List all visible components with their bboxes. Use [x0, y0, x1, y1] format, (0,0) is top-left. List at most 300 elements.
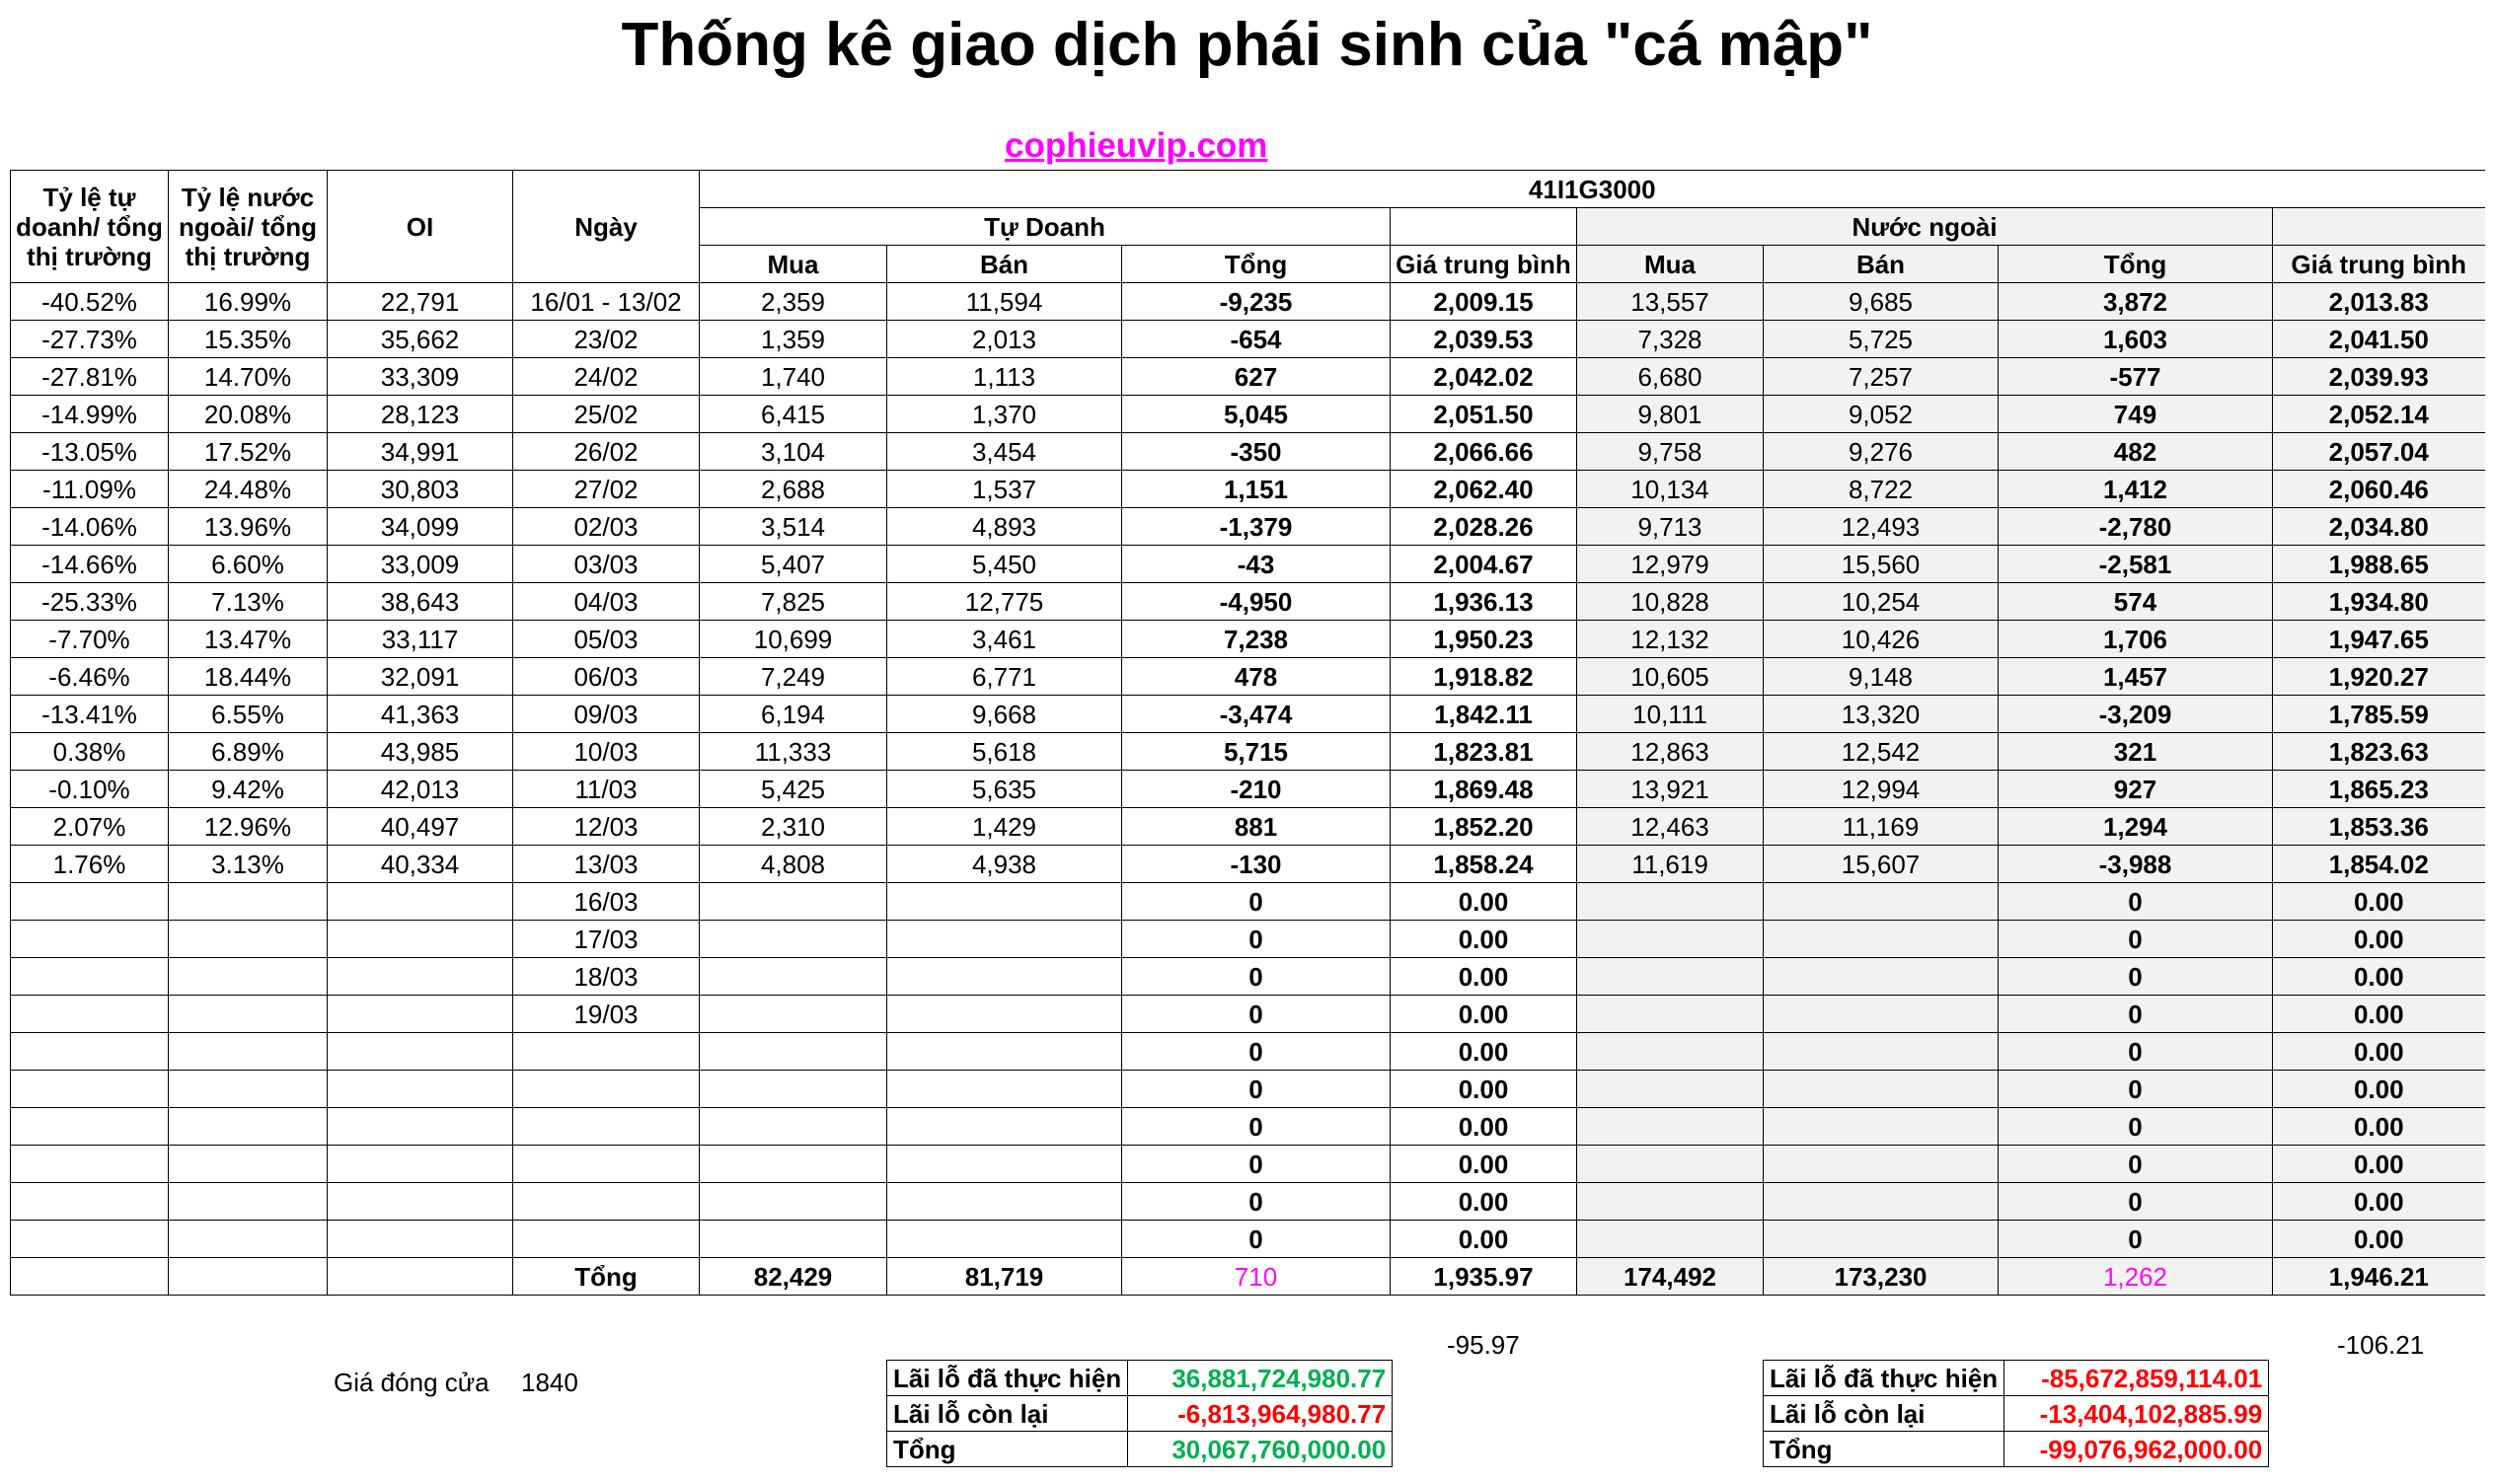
cell-gia-tb-nuoc-ngoai: 0.00 [2273, 883, 2485, 921]
cell-tong-tu-doanh: 0 [1122, 921, 1391, 958]
cell-ban-nuoc-ngoai: 12,994 [1764, 771, 1999, 808]
cell-mua-tu-doanh: 6,194 [700, 696, 887, 733]
cell-oi: 42,013 [328, 771, 513, 808]
header-contract: 41I1G3000 [700, 171, 2485, 208]
cell-ban-tu-doanh [887, 1146, 1122, 1183]
cell-ngay: 19/03 [513, 996, 700, 1033]
cell-ban-nuoc-ngoai: 9,276 [1764, 433, 1999, 471]
pl-label: Lãi lỗ còn lại [887, 1396, 1128, 1432]
table-row [11, 546, 2485, 583]
cell-ty-le-tu-doanh [11, 996, 169, 1033]
cell-oi: 32,091 [328, 658, 513, 696]
table-row [11, 1183, 2485, 1221]
cell-mua-tu-doanh [700, 1108, 887, 1146]
pl-row [887, 1361, 1393, 1396]
cell-gia-tb-nuoc-ngoai: 0.00 [2273, 958, 2485, 996]
cell-ban-nuoc-ngoai [1764, 1033, 1999, 1071]
cell-gia-tb-tu-doanh: 0.00 [1391, 1108, 1577, 1146]
cell-ty-le-nuoc-ngoai [169, 1108, 328, 1146]
cell-ban-tu-doanh: 5,635 [887, 771, 1122, 808]
cell-ban-nuoc-ngoai: 5,725 [1764, 321, 1999, 358]
cell-mua-nuoc-ngoai [1577, 1221, 1764, 1258]
cell-tong-nuoc-ngoai: 1,294 [1999, 808, 2273, 846]
cell-gia-tb-nuoc-ngoai: 1,854.02 [2273, 846, 2485, 883]
site-link[interactable]: cophieuvip.com [1005, 126, 1268, 165]
cell-mua-tu-doanh [700, 1146, 887, 1183]
cell-tong-nuoc-ngoai: 0 [1999, 1071, 2273, 1108]
cell-gia-tb-nuoc-ngoai: 1,785.59 [2273, 696, 2485, 733]
cell-ty-le-tu-doanh: -25.33% [11, 583, 169, 621]
cell-tong-nuoc-ngoai: -577 [1999, 358, 2273, 396]
cell-gia-tb-nuoc-ngoai: 1,920.27 [2273, 658, 2485, 696]
cell-tong-tu-doanh: 1,151 [1122, 471, 1391, 508]
cell-ban-nuoc-ngoai [1764, 1221, 1999, 1258]
cell-ty-le-nuoc-ngoai: 6.89% [169, 733, 328, 771]
cell-tong-tu-doanh: 0 [1122, 1183, 1391, 1221]
cell-gia-tb-tu-doanh: 0.00 [1391, 996, 1577, 1033]
pl-value: 30,067,760,000.00 [1128, 1432, 1393, 1467]
cell-ban-nuoc-ngoai: 13,320 [1764, 696, 1999, 733]
cell-oi [328, 1221, 513, 1258]
cell-ty-le-nuoc-ngoai: 18.44% [169, 658, 328, 696]
cell-gia-tb-tu-doanh: 0.00 [1391, 958, 1577, 996]
cell-oi [328, 883, 513, 921]
table-row [11, 1071, 2485, 1108]
closing-price-value: 1840 [521, 1368, 578, 1397]
cell-ngay [513, 1146, 700, 1183]
cell-gia-tb-tu-doanh: 1,935.97 [1391, 1258, 1577, 1296]
cell-mua-tu-doanh [700, 1033, 887, 1071]
cell-ty-le-nuoc-ngoai: 13.47% [169, 621, 328, 658]
cell-mua-nuoc-ngoai: 12,979 [1577, 546, 1764, 583]
cell-ban-tu-doanh: 4,893 [887, 508, 1122, 546]
cell-mua-tu-doanh: 1,740 [700, 358, 887, 396]
cell-tong-nuoc-ngoai: 0 [1999, 1146, 2273, 1183]
cell-ban-tu-doanh [887, 958, 1122, 996]
total-row [11, 1258, 2485, 1296]
cell-tong-nuoc-ngoai: 927 [1999, 771, 2273, 808]
cell-ngay: 24/02 [513, 358, 700, 396]
cell-mua-nuoc-ngoai: 174,492 [1577, 1258, 1764, 1296]
cell-ban-nuoc-ngoai: 12,542 [1764, 733, 1999, 771]
cell-mua-nuoc-ngoai [1577, 1183, 1764, 1221]
diff-tu-doanh: -95.97 [1447, 1330, 1520, 1360]
cell-ty-le-tu-doanh [11, 1108, 169, 1146]
cell-ban-nuoc-ngoai [1764, 921, 1999, 958]
cell-gia-tb-tu-doanh: 1,823.81 [1391, 733, 1577, 771]
cell-tong-nuoc-ngoai: 0 [1999, 1183, 2273, 1221]
table-row [11, 958, 2485, 996]
cell-ty-le-tu-doanh [11, 883, 169, 921]
cell-ban-tu-doanh [887, 921, 1122, 958]
cell-gia-tb-tu-doanh: 0.00 [1391, 921, 1577, 958]
cell-gia-tb-tu-doanh: 1,858.24 [1391, 846, 1577, 883]
cell-tong-nuoc-ngoai: 0 [1999, 996, 2273, 1033]
header-tong-nuoc-ngoai: Tổng [1999, 246, 2273, 283]
cell-oi: 34,991 [328, 433, 513, 471]
cell-ty-le-tu-doanh [11, 958, 169, 996]
cell-ban-nuoc-ngoai [1764, 1183, 1999, 1221]
cell-gia-tb-tu-doanh: 0.00 [1391, 1033, 1577, 1071]
cell-mua-nuoc-ngoai [1577, 883, 1764, 921]
cell-mua-nuoc-ngoai [1577, 1033, 1764, 1071]
cell-tong-tu-doanh: -9,235 [1122, 283, 1391, 321]
cell-ty-le-tu-doanh: 2.07% [11, 808, 169, 846]
cell-ban-tu-doanh: 1,370 [887, 396, 1122, 433]
cell-ty-le-nuoc-ngoai [169, 1146, 328, 1183]
header-gia-tb-tu-doanh: Giá trung bình [1391, 246, 1577, 283]
cell-ban-tu-doanh: 6,771 [887, 658, 1122, 696]
cell-mua-nuoc-ngoai: 10,605 [1577, 658, 1764, 696]
cell-ngay: 16/03 [513, 883, 700, 921]
table-row [11, 283, 2485, 321]
cell-tong-nuoc-ngoai: 1,262 [1999, 1258, 2273, 1296]
cell-ban-tu-doanh [887, 1221, 1122, 1258]
pl-table-tu-doanh [886, 1360, 1393, 1467]
cell-oi: 41,363 [328, 696, 513, 733]
header-blank-2 [2273, 208, 2485, 246]
cell-gia-tb-tu-doanh: 1,842.11 [1391, 696, 1577, 733]
cell-tong-tu-doanh: -130 [1122, 846, 1391, 883]
cell-ty-le-nuoc-ngoai [169, 1071, 328, 1108]
cell-ban-nuoc-ngoai: 11,169 [1764, 808, 1999, 846]
cell-tong-tu-doanh: 5,045 [1122, 396, 1391, 433]
cell-ty-le-nuoc-ngoai [169, 1258, 328, 1296]
cell-ban-tu-doanh [887, 883, 1122, 921]
cell-oi: 35,662 [328, 321, 513, 358]
cell-gia-tb-tu-doanh: 1,918.82 [1391, 658, 1577, 696]
cell-mua-nuoc-ngoai: 9,713 [1577, 508, 1764, 546]
cell-ty-le-nuoc-ngoai: 13.96% [169, 508, 328, 546]
cell-tong-tu-doanh: 0 [1122, 1146, 1391, 1183]
cell-ban-nuoc-ngoai: 10,254 [1764, 583, 1999, 621]
cell-ngay: 11/03 [513, 771, 700, 808]
table-row [11, 921, 2485, 958]
cell-ngay: 03/03 [513, 546, 700, 583]
cell-oi: 22,791 [328, 283, 513, 321]
cell-ty-le-nuoc-ngoai [169, 1221, 328, 1258]
pl-table-nuoc-ngoai [1763, 1360, 2269, 1467]
cell-tong-tu-doanh: 7,238 [1122, 621, 1391, 658]
cell-mua-tu-doanh [700, 921, 887, 958]
cell-ban-tu-doanh: 5,450 [887, 546, 1122, 583]
cell-ty-le-nuoc-ngoai [169, 921, 328, 958]
cell-mua-nuoc-ngoai [1577, 1108, 1764, 1146]
header-ngay: Ngày [513, 171, 700, 283]
cell-ty-le-tu-doanh: -27.73% [11, 321, 169, 358]
header-ban-nuoc-ngoai: Bán [1764, 246, 1999, 283]
cell-tong-nuoc-ngoai: -3,209 [1999, 696, 2273, 733]
cell-ban-nuoc-ngoai: 12,493 [1764, 508, 1999, 546]
table-row [11, 996, 2485, 1033]
cell-gia-tb-tu-doanh: 1,950.23 [1391, 621, 1577, 658]
cell-ty-le-tu-doanh: -27.81% [11, 358, 169, 396]
cell-ngay [513, 1071, 700, 1108]
header-tu-doanh: Tự Doanh [700, 208, 1391, 246]
cell-ngay [513, 1221, 700, 1258]
cell-ty-le-tu-doanh: 1.76% [11, 846, 169, 883]
cell-ty-le-tu-doanh [11, 1146, 169, 1183]
cell-oi: 40,334 [328, 846, 513, 883]
cell-oi [328, 1258, 513, 1296]
cell-mua-tu-doanh: 7,249 [700, 658, 887, 696]
cell-ty-le-tu-doanh: 0.38% [11, 733, 169, 771]
cell-gia-tb-nuoc-ngoai: 1,947.65 [2273, 621, 2485, 658]
cell-mua-tu-doanh: 5,425 [700, 771, 887, 808]
cell-gia-tb-nuoc-ngoai: 2,052.14 [2273, 396, 2485, 433]
table-row [11, 1146, 2485, 1183]
cell-gia-tb-tu-doanh: 2,062.40 [1391, 471, 1577, 508]
cell-ban-tu-doanh: 1,429 [887, 808, 1122, 846]
cell-tong-nuoc-ngoai: 0 [1999, 958, 2273, 996]
cell-mua-tu-doanh [700, 996, 887, 1033]
cell-mua-tu-doanh: 7,825 [700, 583, 887, 621]
header-nuoc-ngoai: Nước ngoài [1577, 208, 2273, 246]
cell-ngay: 26/02 [513, 433, 700, 471]
cell-mua-tu-doanh: 3,104 [700, 433, 887, 471]
cell-mua-nuoc-ngoai [1577, 996, 1764, 1033]
header-oi: OI [328, 171, 513, 283]
cell-ban-nuoc-ngoai [1764, 1146, 1999, 1183]
pl-row [1764, 1432, 2269, 1467]
pl-row [887, 1396, 1393, 1432]
cell-gia-tb-nuoc-ngoai: 2,034.80 [2273, 508, 2485, 546]
cell-ban-nuoc-ngoai [1764, 883, 1999, 921]
cell-gia-tb-nuoc-ngoai: 0.00 [2273, 1108, 2485, 1146]
cell-gia-tb-nuoc-ngoai: 0.00 [2273, 1033, 2485, 1071]
cell-mua-nuoc-ngoai [1577, 958, 1764, 996]
cell-gia-tb-nuoc-ngoai: 1,853.36 [2273, 808, 2485, 846]
cell-oi [328, 1071, 513, 1108]
cell-gia-tb-tu-doanh: 2,009.15 [1391, 283, 1577, 321]
cell-mua-nuoc-ngoai: 12,463 [1577, 808, 1764, 846]
cell-ban-tu-doanh: 2,013 [887, 321, 1122, 358]
pl-value: -85,672,859,114.01 [2004, 1361, 2269, 1396]
cell-tong-tu-doanh: 0 [1122, 1071, 1391, 1108]
cell-ban-tu-doanh [887, 1071, 1122, 1108]
cell-ty-le-tu-doanh [11, 1221, 169, 1258]
cell-tong-tu-doanh: 0 [1122, 1033, 1391, 1071]
pl-value: 36,881,724,980.77 [1128, 1361, 1393, 1396]
cell-ngay: 23/02 [513, 321, 700, 358]
cell-gia-tb-tu-doanh: 2,004.67 [1391, 546, 1577, 583]
cell-oi [328, 921, 513, 958]
cell-oi: 33,009 [328, 546, 513, 583]
cell-gia-tb-nuoc-ngoai: 2,060.46 [2273, 471, 2485, 508]
cell-ngay [513, 1033, 700, 1071]
cell-tong-nuoc-ngoai: 0 [1999, 1033, 2273, 1071]
cell-ban-tu-doanh [887, 1033, 1122, 1071]
cell-ban-tu-doanh: 4,938 [887, 846, 1122, 883]
cell-ngay: 10/03 [513, 733, 700, 771]
cell-tong-tu-doanh: 627 [1122, 358, 1391, 396]
table-row [11, 808, 2485, 846]
cell-tong-nuoc-ngoai: 0 [1999, 1221, 2273, 1258]
cell-gia-tb-nuoc-ngoai: 1,934.80 [2273, 583, 2485, 621]
cell-mua-tu-doanh: 3,514 [700, 508, 887, 546]
cell-oi: 38,643 [328, 583, 513, 621]
cell-oi [328, 1146, 513, 1183]
cell-ban-tu-doanh: 11,594 [887, 283, 1122, 321]
cell-ban-nuoc-ngoai: 7,257 [1764, 358, 1999, 396]
table-row [11, 1108, 2485, 1146]
header-blank-1 [1391, 208, 1577, 246]
cell-ty-le-tu-doanh: -6.46% [11, 658, 169, 696]
cell-tong-tu-doanh: -210 [1122, 771, 1391, 808]
cell-ban-nuoc-ngoai: 9,052 [1764, 396, 1999, 433]
cell-ban-nuoc-ngoai: 8,722 [1764, 471, 1999, 508]
cell-mua-tu-doanh: 6,415 [700, 396, 887, 433]
pl-label: Lãi lỗ đã thực hiện [1764, 1361, 2004, 1396]
cell-tong-tu-doanh: -654 [1122, 321, 1391, 358]
table-row [11, 583, 2485, 621]
cell-ty-le-tu-doanh: -11.09% [11, 471, 169, 508]
cell-tong-nuoc-ngoai: 482 [1999, 433, 2273, 471]
header-mua-nuoc-ngoai: Mua [1577, 246, 1764, 283]
cell-ban-tu-doanh: 81,719 [887, 1258, 1122, 1296]
cell-mua-nuoc-ngoai: 9,758 [1577, 433, 1764, 471]
cell-ban-tu-doanh: 3,461 [887, 621, 1122, 658]
cell-tong-tu-doanh: 0 [1122, 958, 1391, 996]
cell-mua-tu-doanh [700, 958, 887, 996]
cell-ban-tu-doanh: 1,113 [887, 358, 1122, 396]
diff-nuoc-ngoai: -106.21 [2337, 1330, 2425, 1360]
cell-tong-tu-doanh: -4,950 [1122, 583, 1391, 621]
cell-mua-tu-doanh [700, 1183, 887, 1221]
cell-ty-le-tu-doanh [11, 921, 169, 958]
cell-ngay: 13/03 [513, 846, 700, 883]
cell-tong-nuoc-ngoai: 1,706 [1999, 621, 2273, 658]
cell-oi [328, 958, 513, 996]
header-ty-le-nuoc-ngoai: Tỷ lệ nước ngoài/ tổng thị trường [169, 171, 328, 283]
cell-mua-tu-doanh: 5,407 [700, 546, 887, 583]
cell-gia-tb-tu-doanh: 2,028.26 [1391, 508, 1577, 546]
header-mua-tu-doanh: Mua [700, 246, 887, 283]
cell-gia-tb-nuoc-ngoai: 2,039.93 [2273, 358, 2485, 396]
cell-gia-tb-tu-doanh: 2,042.02 [1391, 358, 1577, 396]
cell-ty-le-tu-doanh: -40.52% [11, 283, 169, 321]
cell-mua-tu-doanh: 2,688 [700, 471, 887, 508]
cell-gia-tb-nuoc-ngoai: 0.00 [2273, 1221, 2485, 1258]
cell-ty-le-nuoc-ngoai: 9.42% [169, 771, 328, 808]
cell-ty-le-nuoc-ngoai [169, 883, 328, 921]
cell-tong-nuoc-ngoai: 3,872 [1999, 283, 2273, 321]
cell-tong-nuoc-ngoai: 321 [1999, 733, 2273, 771]
cell-oi: 33,117 [328, 621, 513, 658]
cell-ngay: 25/02 [513, 396, 700, 433]
cell-gia-tb-tu-doanh: 0.00 [1391, 883, 1577, 921]
cell-mua-nuoc-ngoai: 6,680 [1577, 358, 1764, 396]
cell-ngay: 09/03 [513, 696, 700, 733]
cell-ban-tu-doanh [887, 996, 1122, 1033]
pl-value: -6,813,964,980.77 [1128, 1396, 1393, 1432]
table-row [11, 321, 2485, 358]
cell-tong-tu-doanh: 0 [1122, 883, 1391, 921]
cell-tong-nuoc-ngoai: 574 [1999, 583, 2273, 621]
cell-ty-le-tu-doanh: -13.41% [11, 696, 169, 733]
cell-gia-tb-tu-doanh: 0.00 [1391, 1183, 1577, 1221]
cell-ngay: 18/03 [513, 958, 700, 996]
pl-label: Lãi lỗ còn lại [1764, 1396, 2004, 1432]
pl-row [1764, 1396, 2269, 1432]
cell-tong-nuoc-ngoai: 0 [1999, 883, 2273, 921]
cell-gia-tb-nuoc-ngoai: 0.00 [2273, 1183, 2485, 1221]
cell-ban-tu-doanh [887, 1183, 1122, 1221]
cell-gia-tb-nuoc-ngoai: 2,057.04 [2273, 433, 2485, 471]
cell-tong-nuoc-ngoai: -2,581 [1999, 546, 2273, 583]
cell-ty-le-tu-doanh [11, 1033, 169, 1071]
cell-mua-nuoc-ngoai: 11,619 [1577, 846, 1764, 883]
header-tong-tu-doanh: Tổng [1122, 246, 1391, 283]
cell-ban-tu-doanh: 3,454 [887, 433, 1122, 471]
cell-ty-le-tu-doanh: -0.10% [11, 771, 169, 808]
cell-mua-nuoc-ngoai: 10,828 [1577, 583, 1764, 621]
cell-ban-tu-doanh: 1,537 [887, 471, 1122, 508]
cell-ban-nuoc-ngoai [1764, 996, 1999, 1033]
cell-ty-le-nuoc-ngoai: 15.35% [169, 321, 328, 358]
table-row [11, 396, 2485, 433]
pl-value: -13,404,102,885.99 [2004, 1396, 2269, 1432]
pl-label: Lãi lỗ đã thực hiện [887, 1361, 1128, 1396]
cell-mua-nuoc-ngoai: 9,801 [1577, 396, 1764, 433]
table-row [11, 508, 2485, 546]
table-row [11, 658, 2485, 696]
cell-ty-le-nuoc-ngoai: 16.99% [169, 283, 328, 321]
cell-ty-le-tu-doanh: -14.06% [11, 508, 169, 546]
table-row [11, 883, 2485, 921]
cell-tong-tu-doanh: -350 [1122, 433, 1391, 471]
cell-tong-nuoc-ngoai: 1,603 [1999, 321, 2273, 358]
cell-ban-tu-doanh: 12,775 [887, 583, 1122, 621]
cell-ty-le-nuoc-ngoai [169, 996, 328, 1033]
header-gia-tb-nuoc-ngoai: Giá trung bình [2273, 246, 2485, 283]
cell-tong-tu-doanh: -43 [1122, 546, 1391, 583]
cell-oi [328, 996, 513, 1033]
cell-ty-le-tu-doanh [11, 1258, 169, 1296]
cell-mua-tu-doanh: 11,333 [700, 733, 887, 771]
cell-ty-le-tu-doanh [11, 1071, 169, 1108]
cell-ty-le-nuoc-ngoai: 14.70% [169, 358, 328, 396]
cell-ngay: Tổng [513, 1258, 700, 1296]
cell-ty-le-nuoc-ngoai [169, 958, 328, 996]
cell-tong-tu-doanh: -3,474 [1122, 696, 1391, 733]
cell-tong-tu-doanh: 0 [1122, 1108, 1391, 1146]
cell-ty-le-tu-doanh: -7.70% [11, 621, 169, 658]
cell-tong-nuoc-ngoai: 0 [1999, 921, 2273, 958]
cell-ban-tu-doanh [887, 1108, 1122, 1146]
cell-ty-le-nuoc-ngoai: 24.48% [169, 471, 328, 508]
cell-ngay: 05/03 [513, 621, 700, 658]
cell-ngay [513, 1108, 700, 1146]
cell-ban-nuoc-ngoai: 173,230 [1764, 1258, 1999, 1296]
cell-tong-tu-doanh: 881 [1122, 808, 1391, 846]
cell-ty-le-tu-doanh [11, 1183, 169, 1221]
cell-mua-nuoc-ngoai [1577, 1071, 1764, 1108]
cell-ty-le-nuoc-ngoai: 6.55% [169, 696, 328, 733]
cell-gia-tb-nuoc-ngoai: 1,988.65 [2273, 546, 2485, 583]
table-row [11, 471, 2485, 508]
cell-oi: 40,497 [328, 808, 513, 846]
table-row [11, 621, 2485, 658]
cell-gia-tb-nuoc-ngoai: 2,013.83 [2273, 283, 2485, 321]
cell-gia-tb-tu-doanh: 1,936.13 [1391, 583, 1577, 621]
cell-mua-tu-doanh [700, 1221, 887, 1258]
cell-gia-tb-nuoc-ngoai: 0.00 [2273, 921, 2485, 958]
cell-ban-nuoc-ngoai: 10,426 [1764, 621, 1999, 658]
table-row [11, 733, 2485, 771]
cell-ty-le-tu-doanh: -13.05% [11, 433, 169, 471]
cell-oi: 43,985 [328, 733, 513, 771]
